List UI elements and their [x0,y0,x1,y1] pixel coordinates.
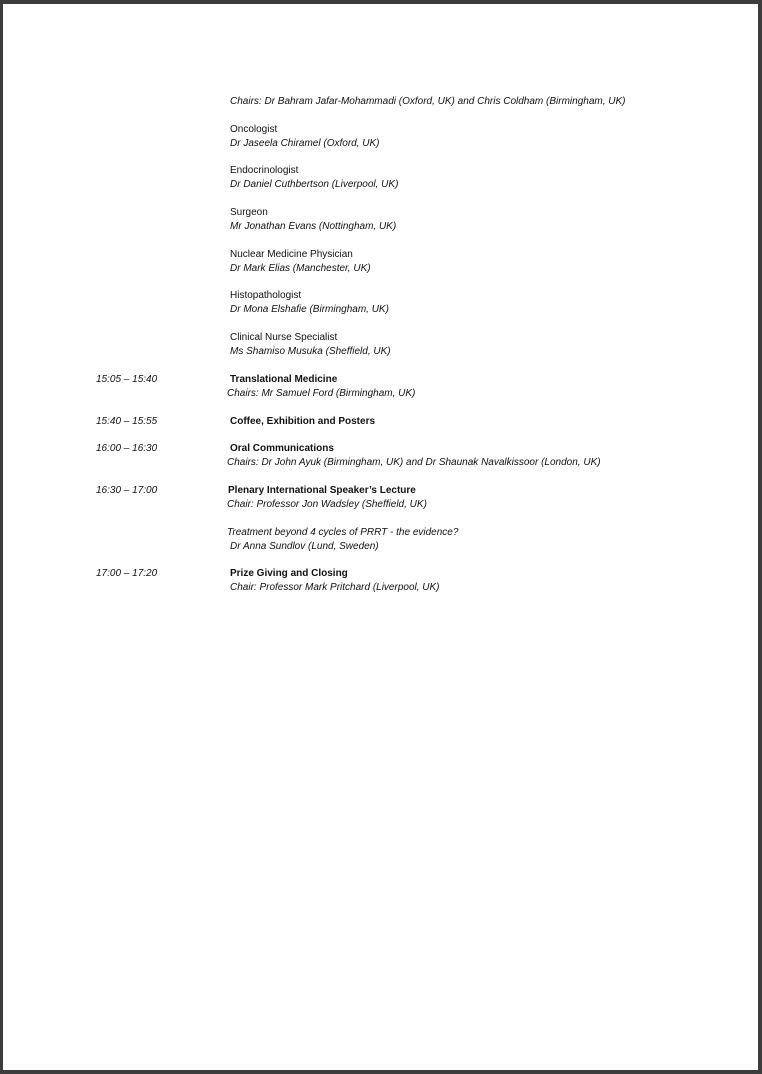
endocrinologist-role: Endocrinologist [230,165,299,176]
session-title: Coffee, Exhibition and Posters [230,416,376,427]
nuclear-medicine-name: Dr Mark Elias (Manchester, UK) [230,263,371,274]
session-time: 15:05 – 15:40 [96,374,158,385]
nurse-specialist-role: Clinical Nurse Specialist [230,332,338,343]
session-title: Oral Communications [230,443,334,454]
oncologist-name: Dr Jaseela Chiramel (Oxford, UK) [230,138,380,149]
oncologist-role: Oncologist [230,124,278,135]
talk-speaker: Dr Anna Sundlov (Lund, Sweden) [230,541,379,552]
session-chair: Chairs: Mr Samuel Ford (Birmingham, UK) [227,388,416,399]
histopathologist-name: Dr Mona Elshafie (Birmingham, UK) [230,304,389,315]
surgeon-role: Surgeon [230,207,268,218]
session-title: Plenary International Speaker’s Lecture [228,485,416,496]
session-title: Translational Medicine [230,374,338,385]
session-title: Prize Giving and Closing [230,568,348,579]
histopathologist-role: Histopathologist [230,290,302,301]
nuclear-medicine-role: Nuclear Medicine Physician [230,249,353,260]
panel-chairs: Chairs: Dr Bahram Jafar-Mohammadi (Oxford, UK) and Chris Coldham (Birmingham, UK) [230,96,626,107]
session-chair: Chair: Professor Jon Wadsley (Sheffield, UK) [227,499,427,510]
session-time: 16:30 – 17:00 [96,485,158,496]
session-time: 15:40 – 15:55 [96,416,158,427]
session-time: 17:00 – 17:20 [96,568,158,579]
talk-title: Treatment beyond 4 cycles of PRRT - the evidence? [227,527,459,538]
session-time: 16:00 – 16:30 [96,443,158,454]
session-chair: Chair: Professor Mark Pritchard (Liverpool, UK) [230,582,440,593]
endocrinologist-name: Dr Daniel Cuthbertson (Liverpool, UK) [230,179,399,190]
session-chair: Chairs: Dr John Ayuk (Birmingham, UK) and Dr Shaunak Navalkissoor (London, UK) [227,457,601,468]
surgeon-name: Mr Jonathan Evans (Nottingham, UK) [230,221,397,232]
nurse-specialist-name: Ms Shamiso Musuka (Sheffield, UK) [230,346,391,357]
